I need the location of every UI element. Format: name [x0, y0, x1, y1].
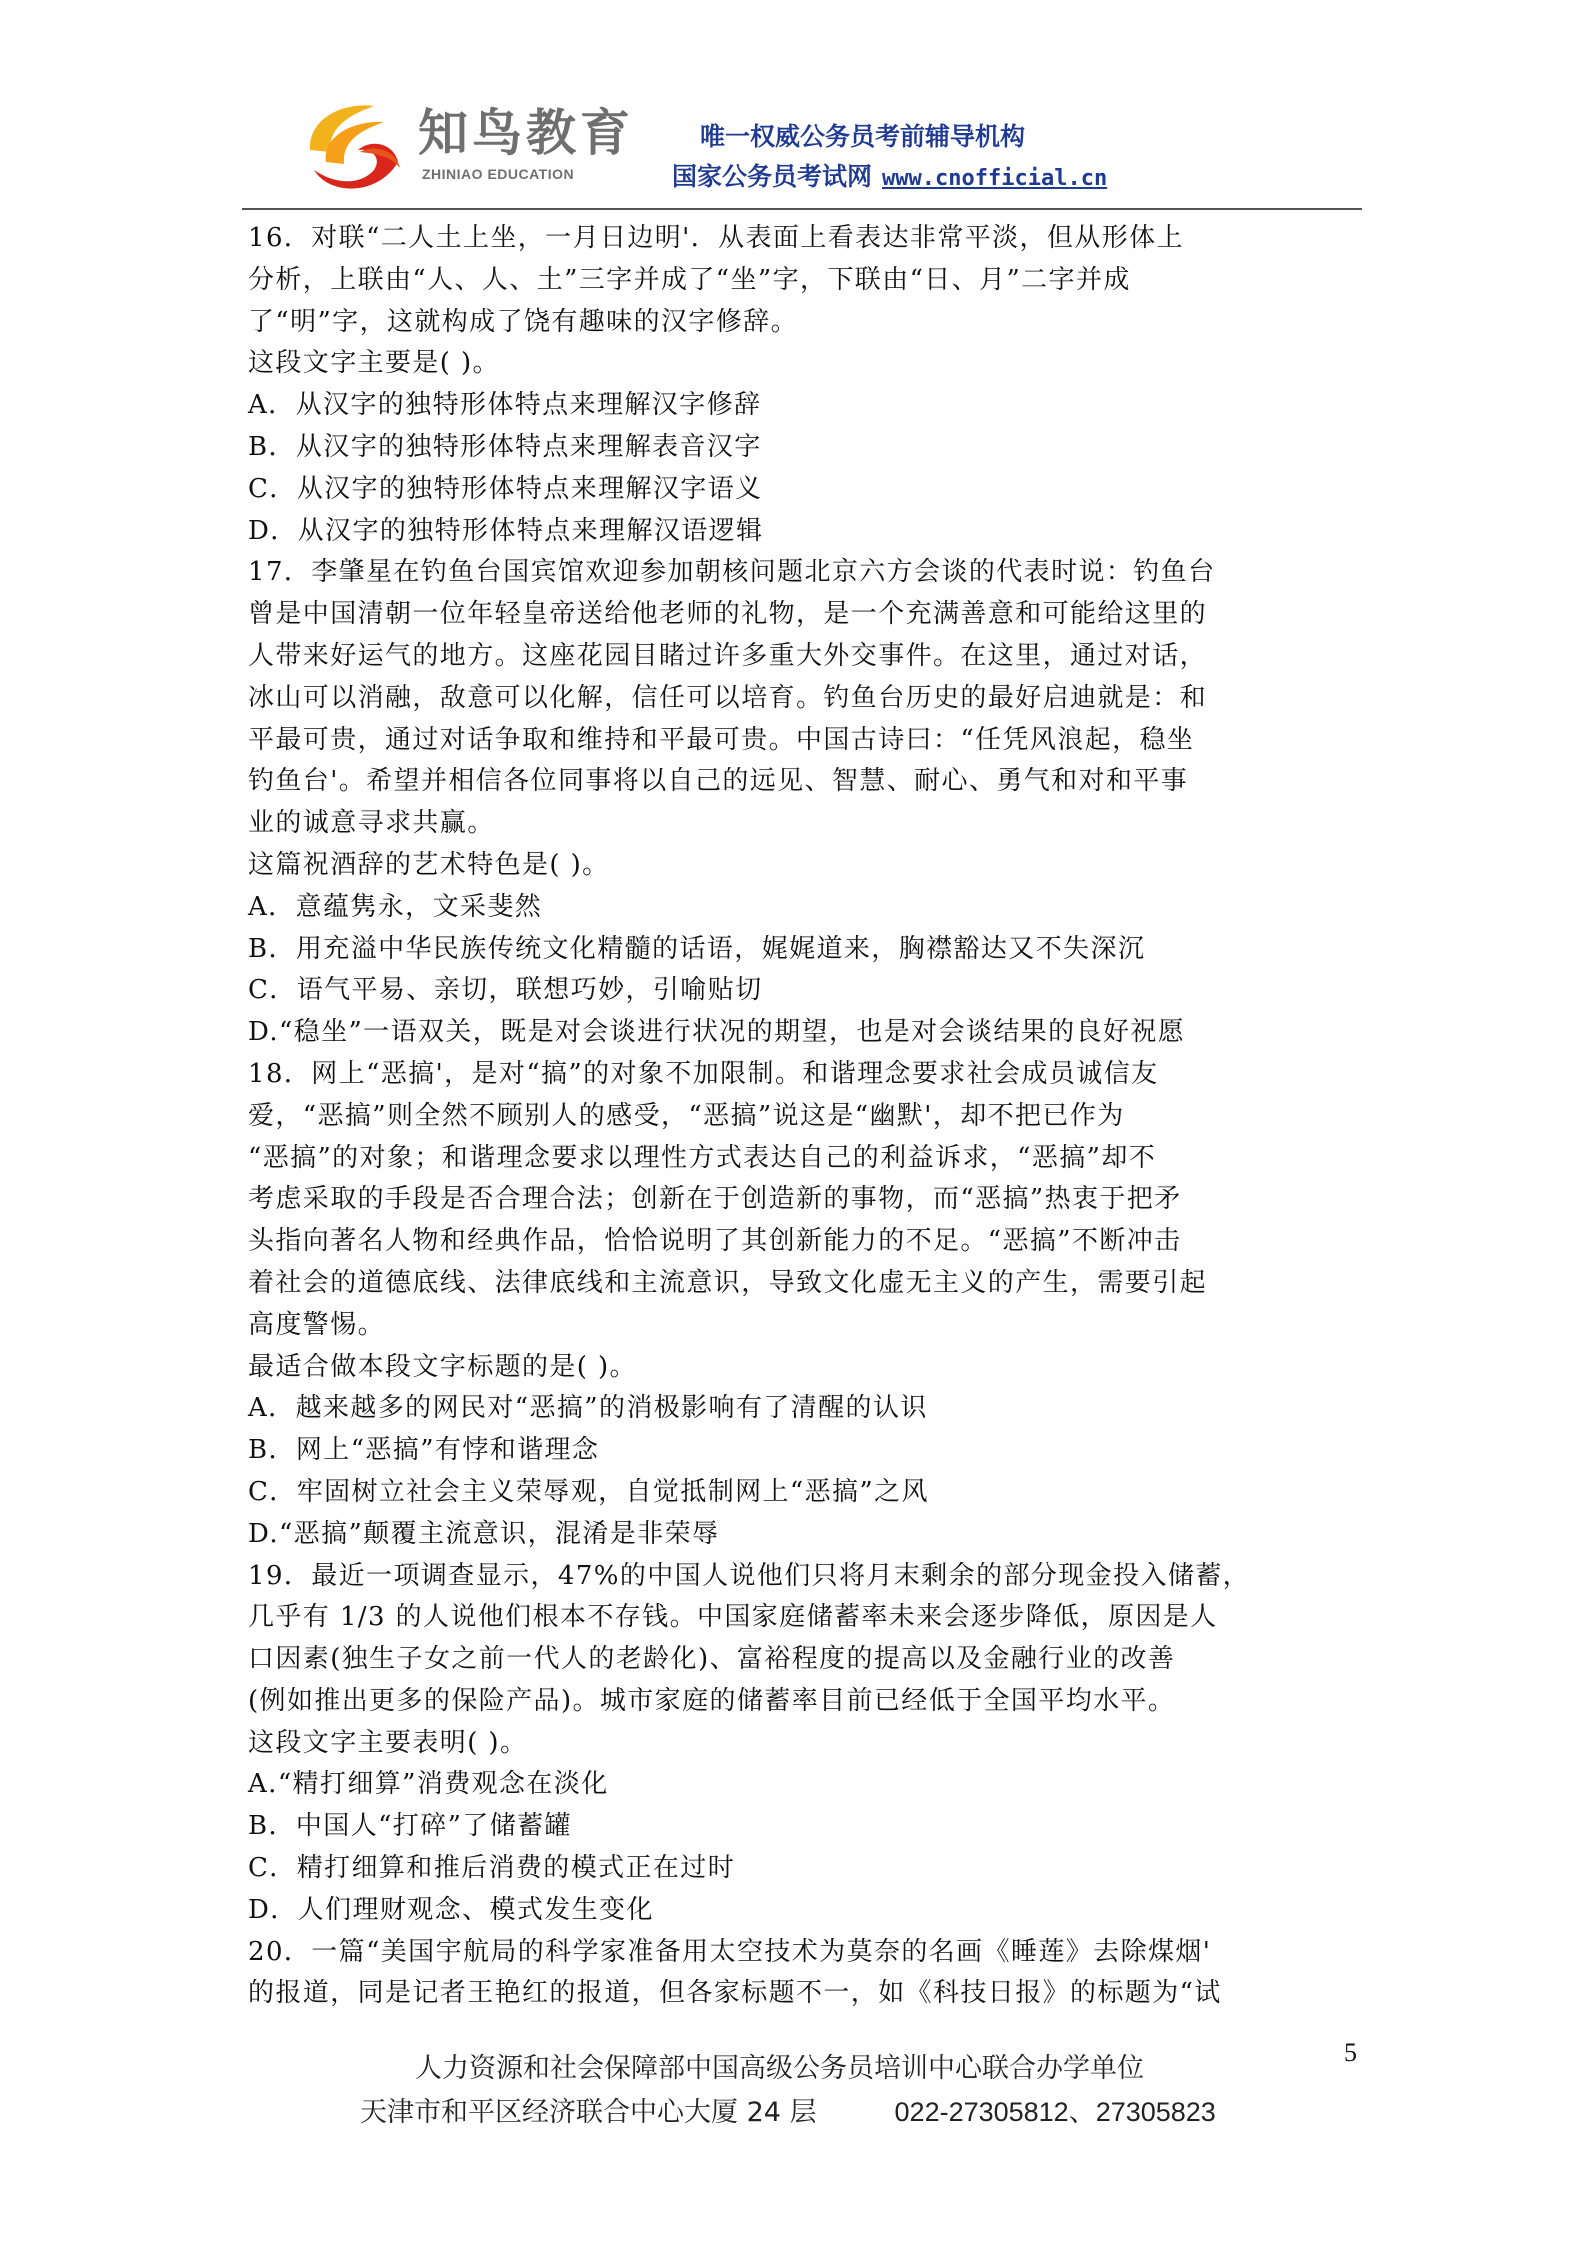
text-line: 几乎有 1/3 的人说他们根本不存钱。中国家庭储蓄率未来会逐步降低，原因是人	[248, 1602, 1218, 1633]
text-line: C．从汉字的独特形体特点来理解汉字语义	[248, 473, 763, 504]
text-line: 18．网上“恶搞'，是对“搞”的对象不加限制。和谐理念要求社会成员诚信友	[248, 1058, 1159, 1089]
text-line: D．从汉字的独特形体特点来理解汉语逻辑	[248, 515, 764, 546]
text-line: A．越来越多的网民对“恶搞”的消极影响有了清醒的认识	[248, 1393, 928, 1424]
header-site	[672, 164, 1107, 190]
header-divider	[242, 208, 1362, 210]
text-line: B．从汉字的独特形体特点来理解表音汉字	[248, 431, 762, 462]
text-line: 冰山可以消融，敌意可以化解，信任可以培育。钓鱼台历史的最好启迪就是：和	[248, 682, 1208, 713]
text-line: C．牢固树立社会主义荣辱观，自觉抵制网上“恶搞”之风	[248, 1476, 929, 1507]
text-line: 人带来好运气的地方。这座花园目睹过许多重大外交事件。在这里，通过对话，	[248, 640, 1208, 671]
text-line: 头指向著名人物和经典作品，恰恰说明了其创新能力的不足。“恶搞”不断冲击	[248, 1226, 1182, 1257]
text-line: 口因素(独生子女之前一代人的老龄化)、富裕程度的提高以及金融行业的改善	[248, 1644, 1176, 1675]
page-header	[0, 0, 1594, 210]
text-line: 考虑采取的手段是否合理合法；创新在于创造新的事物，而“恶搞”热衷于把矛	[248, 1184, 1182, 1215]
header-slogan: 唯一权威公务员考前辅导机构	[700, 122, 1026, 151]
text-line: 着社会的道德底线、法律底线和主流意识，导致文化虚无主义的产生，需要引起	[248, 1267, 1208, 1298]
text-line: 平最可贵，通过对话争取和维持和平最可贵。中国古诗曰：“任凭风浪起，稳坐	[248, 724, 1195, 755]
text-line: 曾是中国清朝一位年轻皇帝送给他老师的礼物，是一个充满善意和可能给这里的	[248, 599, 1208, 630]
text-line: 这篇祝酒辞的艺术特色是( )。	[248, 849, 610, 880]
text-line: 这段文字主要是( )。	[248, 348, 500, 379]
text-line: (例如推出更多的保险产品)。城市家庭的储蓄率目前已经低于全国平均水平。	[248, 1685, 1176, 1716]
text-line: A.“精打细算”消费观念在淡化	[248, 1769, 609, 1800]
page-number: 5	[1344, 2038, 1357, 2067]
question-content	[248, 218, 1360, 2015]
footer-organization: 人力资源和社会保障部中国高级公务员培训中心联合办学单位	[415, 2053, 1144, 2084]
text-line: C．语气平易、亲切，联想巧妙，引喻贴切	[248, 975, 763, 1006]
text-line: 了“明”字，这就构成了饶有趣味的汉字修辞。	[248, 306, 798, 337]
text-line: D．人们理财观念、模式发生变化	[248, 1894, 654, 1925]
text-line: 这段文字主要表明( )。	[248, 1727, 528, 1758]
text-line: C．精打细算和推后消费的模式正在过时	[248, 1853, 736, 1884]
text-line: 分析，上联由“人、人、土”三字并成了“坐”字，下联由“日、月”二字并成	[248, 264, 1131, 295]
text-line: 最适合做本段文字标题的是( )。	[248, 1351, 637, 1382]
footer-phone: 022-27305812、27305823	[894, 2097, 1216, 2127]
text-line: B．网上“恶搞”有悖和谐理念	[248, 1435, 600, 1466]
text-line: A．意蕴隽永，文采斐然	[248, 891, 543, 922]
text-line: “恶搞”的对象；和谐理念要求以理性方式表达自己的利益诉求，“恶搞”却不	[248, 1142, 1157, 1173]
text-line: A．从汉字的独特形体特点来理解汉字修辞	[248, 390, 762, 421]
text-line: 钓鱼台'。希望并相信各位同事将以自己的远见、智慧、耐心、勇气和对和平事	[248, 766, 1189, 797]
text-line: 16．对联“二人土上坐，一月日边明'．从表面上看表达非常平淡，但从形体上	[248, 223, 1184, 253]
footer-address: 天津市和平区经济联合中心大厦 24 层	[360, 2097, 817, 2128]
text-line: 业的诚意寻求共赢。	[248, 808, 495, 839]
text-line: D.“恶搞”颠覆主流意识，混淆是非荣辱	[248, 1518, 720, 1549]
text-line: 19．最近一项调查显示，47%的中国人说他们只将月末剩余的部分现金投入储蓄，	[248, 1560, 1251, 1591]
site-label: 国家公务员考试网	[672, 162, 873, 191]
text-line: 20．一篇“美国宇航局的科学家准备用太空技术为莫奈的名画《睡莲》去除煤烟'	[248, 1936, 1212, 1967]
footer-contact	[360, 2090, 1216, 2129]
text-line: 17．李肇星在钓鱼台国宾馆欢迎参加朝核问题北京六方会谈的代表时说：钓鱼台	[248, 557, 1216, 588]
text-line: B．中国人“打碎”了储蓄罐	[248, 1811, 572, 1842]
text-line: 的报道，同是记者王艳红的报道，但各家标题不一，如《科技日报》的标题为“试	[248, 1978, 1222, 2009]
zhiniao-bird-logo-icon	[300, 92, 410, 197]
text-line: B．用充溢中华民族传统文化精髓的话语，娓娓道来，胸襟豁达又不失深沉	[248, 933, 1146, 964]
text-line: 爱，“恶搞”则全然不顾别人的感受，“恶搞”说这是“幽默'，却不把已作为	[248, 1100, 1125, 1131]
site-url-link[interactable]: www.cnofficial.cn	[882, 166, 1108, 191]
text-line: 高度警惕。	[248, 1309, 386, 1340]
brand-name: 知鸟教育	[418, 104, 634, 162]
brand-name-english: ZHINIAO EDUCATION	[422, 166, 575, 182]
text-line: D.“稳坐”一语双关，既是对会谈进行状况的期望，也是对会谈结果的良好祝愿	[248, 1017, 1186, 1048]
